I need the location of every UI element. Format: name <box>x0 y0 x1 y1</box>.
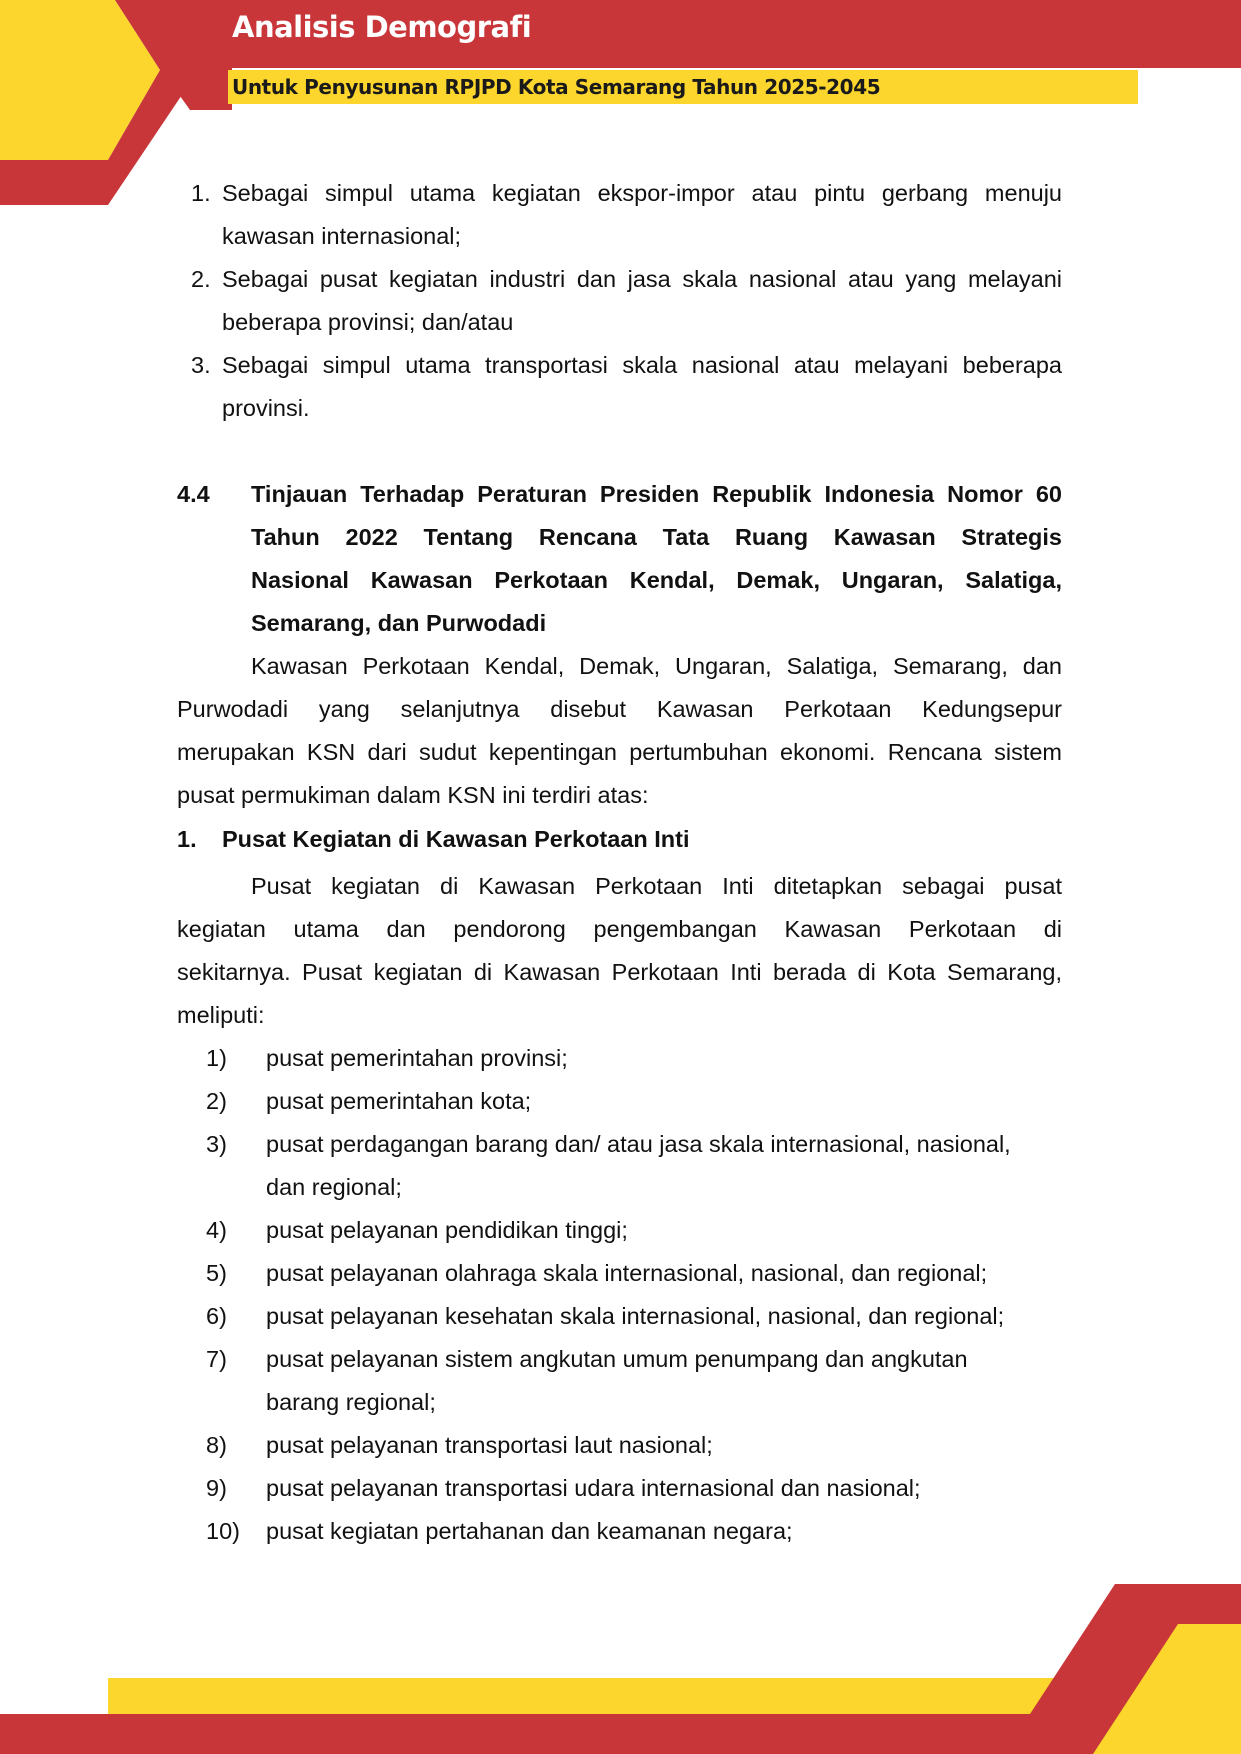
intro-list-item-text: Sebagai pusat kegiatan industri dan jasa skala nasional atau yang melayani <box>222 266 1062 292</box>
subsection-paragraph-line: kegiatan utama dan pendorong pengembangan Kawasan Perkotaan di <box>177 916 1062 942</box>
section-paragraph-line: merupakan KSN dari sudut kepentingan pertumbuhan ekonomi. Rencana sistem <box>177 739 1062 765</box>
intro-list-item-text: kawasan internasional; <box>222 223 462 249</box>
core-list-item-text: pusat pelayanan pendidikan tinggi; <box>266 1217 628 1243</box>
core-list-item-text: pusat pemerintahan kota; <box>266 1088 532 1114</box>
core-list-number: 8) <box>206 1432 227 1458</box>
intro-list-number: 3. <box>191 352 211 378</box>
section-title-line: Semarang, dan Purwodadi <box>251 610 547 636</box>
core-list-number: 4) <box>206 1217 227 1243</box>
core-list-item-text: dan regional; <box>266 1174 402 1200</box>
subsection-number: 1. <box>177 826 197 852</box>
subsection-paragraph-line: meliputi: <box>177 1002 265 1028</box>
core-list-item-text: pusat pelayanan kesehatan skala internasional, nasional, dan regional; <box>266 1303 1005 1329</box>
footer-yellow-bar <box>108 1678 1058 1714</box>
core-list-number: 1) <box>206 1045 227 1071</box>
intro-list-item-text: beberapa provinsi; dan/atau <box>222 309 514 335</box>
core-list-number: 3) <box>206 1131 227 1157</box>
core-list-number: 5) <box>206 1260 227 1286</box>
section-title-line: Tahun 2022 Tentang Rencana Tata Ruang Kawasan Strategis <box>251 524 1062 550</box>
core-list-item-text: barang regional; <box>266 1389 436 1415</box>
intro-list-number: 2. <box>191 266 211 292</box>
core-list-item-text: pusat pelayanan olahraga skala internasional, nasional, dan regional; <box>266 1260 988 1286</box>
core-list-number: 2) <box>206 1088 227 1114</box>
intro-list-item-text: Sebagai simpul utama kegiatan ekspor-impor atau pintu gerbang menuju <box>222 180 1062 206</box>
core-list-number: 10) <box>206 1518 240 1544</box>
core-list-number: 9) <box>206 1475 227 1501</box>
header-title: Analisis Demografi <box>232 10 532 44</box>
subsection-paragraph-line: Pusat kegiatan di Kawasan Perkotaan Inti ditetapkan sebagai pusat <box>251 873 1062 899</box>
section-title-line: Tinjauan Terhadap Peraturan Presiden Republik Indonesia Nomor 60 <box>251 481 1062 507</box>
section-title-line: Nasional Kawasan Perkotaan Kendal, Demak, Ungaran, Salatiga, <box>251 567 1062 593</box>
subsection-title: Pusat Kegiatan di Kawasan Perkotaan Inti <box>222 826 690 852</box>
footer-red-band <box>0 1584 1241 1754</box>
footer-banner <box>0 1570 1241 1754</box>
intro-list-number: 1. <box>191 180 211 206</box>
core-list-item-text: pusat pemerintahan provinsi; <box>266 1045 568 1071</box>
section-paragraph-line: Purwodadi yang selanjutnya disebut Kawasan Perkotaan Kedungsepur <box>177 696 1062 722</box>
header-subtitle: Untuk Penyusunan RPJPD Kota Semarang Tahun 2025-2045 <box>232 75 881 99</box>
subsection-paragraph-line: sekitarnya. Pusat kegiatan di Kawasan Perkotaan Inti berada di Kota Semarang, <box>177 959 1062 985</box>
core-list-number: 6) <box>206 1303 227 1329</box>
section-paragraph-line: Kawasan Perkotaan Kendal, Demak, Ungaran, Salatiga, Semarang, dan <box>251 653 1062 679</box>
core-list-item-text: pusat pelayanan transportasi laut nasional; <box>266 1432 713 1458</box>
intro-list-item-text: Sebagai simpul utama transportasi skala nasional atau melayani beberapa <box>222 352 1062 378</box>
core-list-item-text: pusat perdagangan barang dan/ atau jasa skala internasional, nasional, <box>266 1131 1011 1157</box>
intro-list-item-text: provinsi. <box>222 395 310 421</box>
section-number: 4.4 <box>177 481 210 507</box>
section-paragraph-line: pusat permukiman dalam KSN ini terdiri atas: <box>177 782 649 808</box>
core-list-item-text: pusat pelayanan sistem angkutan umum penumpang dan angkutan <box>266 1346 968 1372</box>
core-list-item-text: pusat kegiatan pertahanan dan keamanan negara; <box>266 1518 793 1544</box>
core-list-item-text: pusat pelayanan transportasi udara internasional dan nasional; <box>266 1475 921 1501</box>
header-banner <box>0 0 1241 210</box>
core-list-number: 7) <box>206 1346 227 1372</box>
